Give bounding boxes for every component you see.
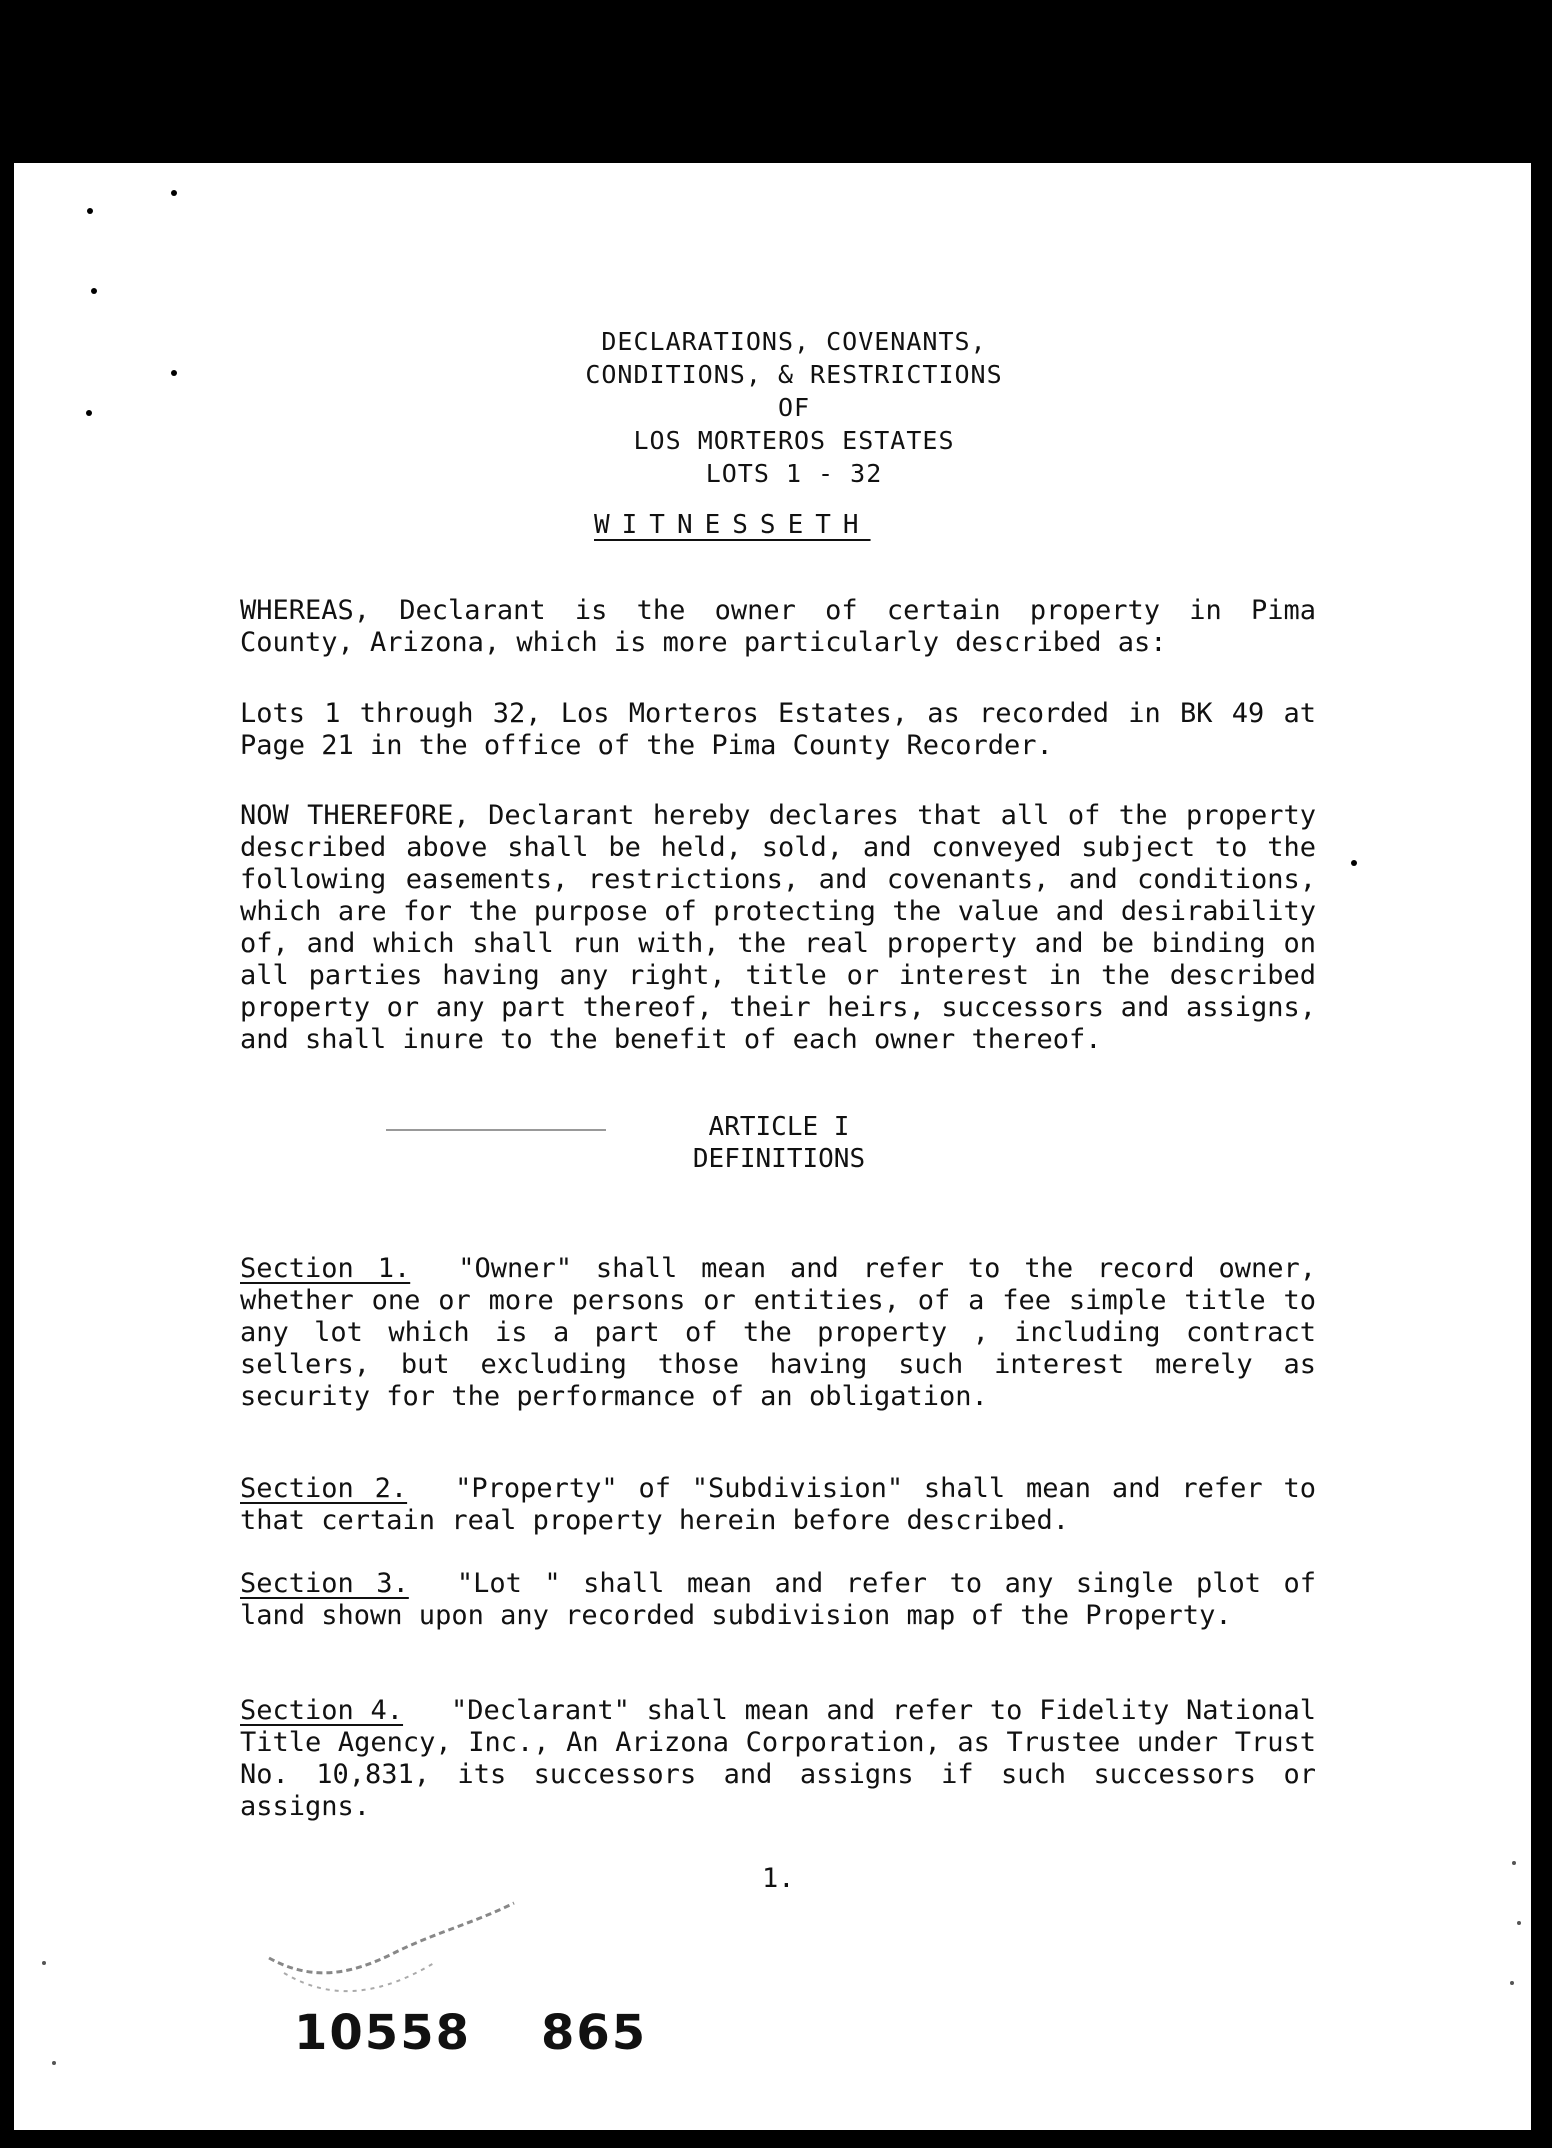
section-text: "Owner" shall mean and refer to the record owner, whether one or more persons or entities, of a fee simple title to any lot which is a part of the property , including contract sellers, but excluding those having such interest merely as security for the performance of an obligation. <box>240 1253 1316 1412</box>
section-label: Section 3. <box>240 1568 409 1599</box>
section-label: Section 1. <box>240 1253 411 1284</box>
document-page <box>14 163 1531 2130</box>
article-subtitle: DEFINITIONS <box>692 1144 866 1174</box>
lots-paragraph: Lots 1 through 32, Los Morteros Estates, as recorded in BK 49 at Page 21 in the office of the Pima County Recorder. <box>240 698 1316 761</box>
book-page-stamp <box>294 2005 647 2061</box>
section-text: "Declarant" shall mean and refer to Fidelity National Title Agency, Inc., An Arizona Corporation, as Trustee under Trust No. 10,831, its successors and assigns if such successors or assigns. <box>240 1695 1316 1822</box>
section-text: "Property" of "Subdivision" shall mean and refer to that certain real property herein before described. <box>240 1473 1316 1536</box>
title-line: OF <box>777 393 811 422</box>
section-label: Section 4. <box>240 1695 404 1726</box>
title-line: LOTS 1 - 32 <box>705 459 883 488</box>
stamp-book-number: 10558 <box>294 2005 471 2061</box>
title-line: LOS MORTEROS ESTATES <box>633 426 955 455</box>
title-line: CONDITIONS, & RESTRICTIONS <box>585 360 1003 389</box>
title-line: DECLARATIONS, COVENANTS, <box>601 327 987 356</box>
article-title: ARTICLE I <box>708 1112 850 1142</box>
scan-noise <box>14 163 1531 2130</box>
section-text: "Lot " shall mean and refer to any single plot of land shown upon any recorded subdivision map of the Property. <box>240 1568 1316 1631</box>
page-number: 1. <box>762 1863 795 1894</box>
now-therefore-paragraph: NOW THEREFORE, Declarant hereby declares that all of the property described above shall be held, sold, and conveyed subject to the following easements, restrictions, and covenants, and conditions, which are for the purpose of protecting the value and desirability of, and which shall run with, the real property and be binding on all parties having any right, title or interest in the described property or any part thereof, their heirs, successors and assigns, and shall inure to the benefit of each owner thereof. <box>240 800 1316 1055</box>
whereas-paragraph: WHEREAS, Declarant is the owner of certain property in Pima County, Arizona, which is more particularly described as: <box>240 595 1316 658</box>
stamp-page-number: 865 <box>541 2005 648 2061</box>
section-label: Section 2. <box>240 1473 408 1504</box>
witnesseth-heading: WITNESSETH <box>594 510 871 540</box>
